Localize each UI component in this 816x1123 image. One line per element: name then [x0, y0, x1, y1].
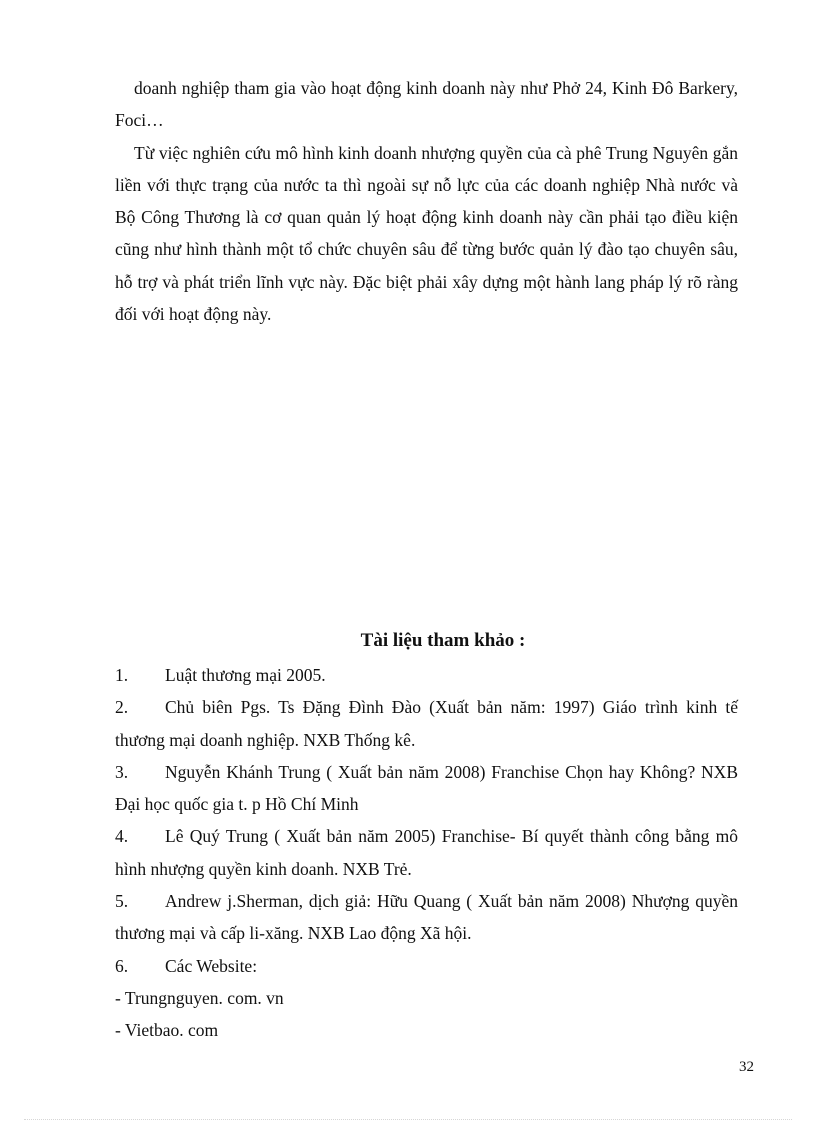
reference-number: 3. [115, 761, 129, 782]
reference-text: Nguyễn Khánh Trung ( Xuất bản năm 2008) Franchise Chọn hay Không? NXB Đại học quốc gia t. p Hồ Chí Minh [115, 761, 738, 815]
page-border [24, 1119, 792, 1120]
reference-text: Chủ biên Pgs. Ts Đặng Đình Đào (Xuất bản năm: 1997) Giáo trình kinh tế thương mại doanh nghiệp. NXB Thống kê. [115, 697, 738, 750]
reference-item [115, 691, 738, 756]
reference-text: Andrew j.Sherman, dịch giả: Hữu Quang ( Xuất bản năm 2008) Nhượng quyền thương mại và cấp li-xăng. NXB Lao động Xã hội. [115, 891, 738, 944]
reference-number: 2. [115, 697, 129, 718]
reference-number: 6. [115, 955, 129, 976]
references-list [115, 659, 738, 1047]
website-item: - Vietbao. com [115, 1020, 219, 1041]
references-title: Tài liệu tham khảo : [360, 630, 526, 651]
paragraph-conclusion: Từ việc nghiên cứu mô hình kinh doanh nhượng quyền của cà phê Trung Nguyên gắn liền với thực trạng của nước ta thì ngoài sự nỗ lực của các doanh nghiệp Nhà nước và Bộ Công Thương là cơ quan quản lý hoạt động kinh doanh này cần phải tạo điều kiện cũng như hình thành một tổ chức chuyên sâu để từng bước quản lý đào tạo chuyên sâu, hỗ trợ và phát triển lĩnh vực này. Đặc biệt phải xây dựng một hành lang pháp lý rõ ràng đối với hoạt động này. [115, 142, 738, 325]
page-number: 32 [739, 1059, 754, 1075]
reference-text: Các Website: [165, 955, 258, 976]
reference-item [115, 659, 738, 691]
reference-text: Lê Quý Trung ( Xuất bản năm 2005) Franchise- Bí quyết thành công bằng mô hình nhượng quyền kinh doanh. NXB Trẻ. [115, 826, 738, 879]
reference-item [115, 885, 738, 950]
reference-item [115, 756, 738, 821]
reference-number: 1. [115, 665, 129, 685]
reference-number: 5. [115, 891, 129, 912]
reference-item [115, 820, 738, 885]
website-item: - Trungnguyen. com. vn [115, 987, 284, 1008]
reference-item [115, 950, 738, 982]
paragraph-continuation: doanh nghiệp tham gia vào hoạt động kinh doanh này như Phở 24, Kinh Đô Barkery, Foci… [115, 78, 738, 131]
body-text [115, 72, 738, 330]
reference-text: Luật thương mại 2005. [165, 665, 326, 685]
reference-number: 4. [115, 826, 129, 847]
